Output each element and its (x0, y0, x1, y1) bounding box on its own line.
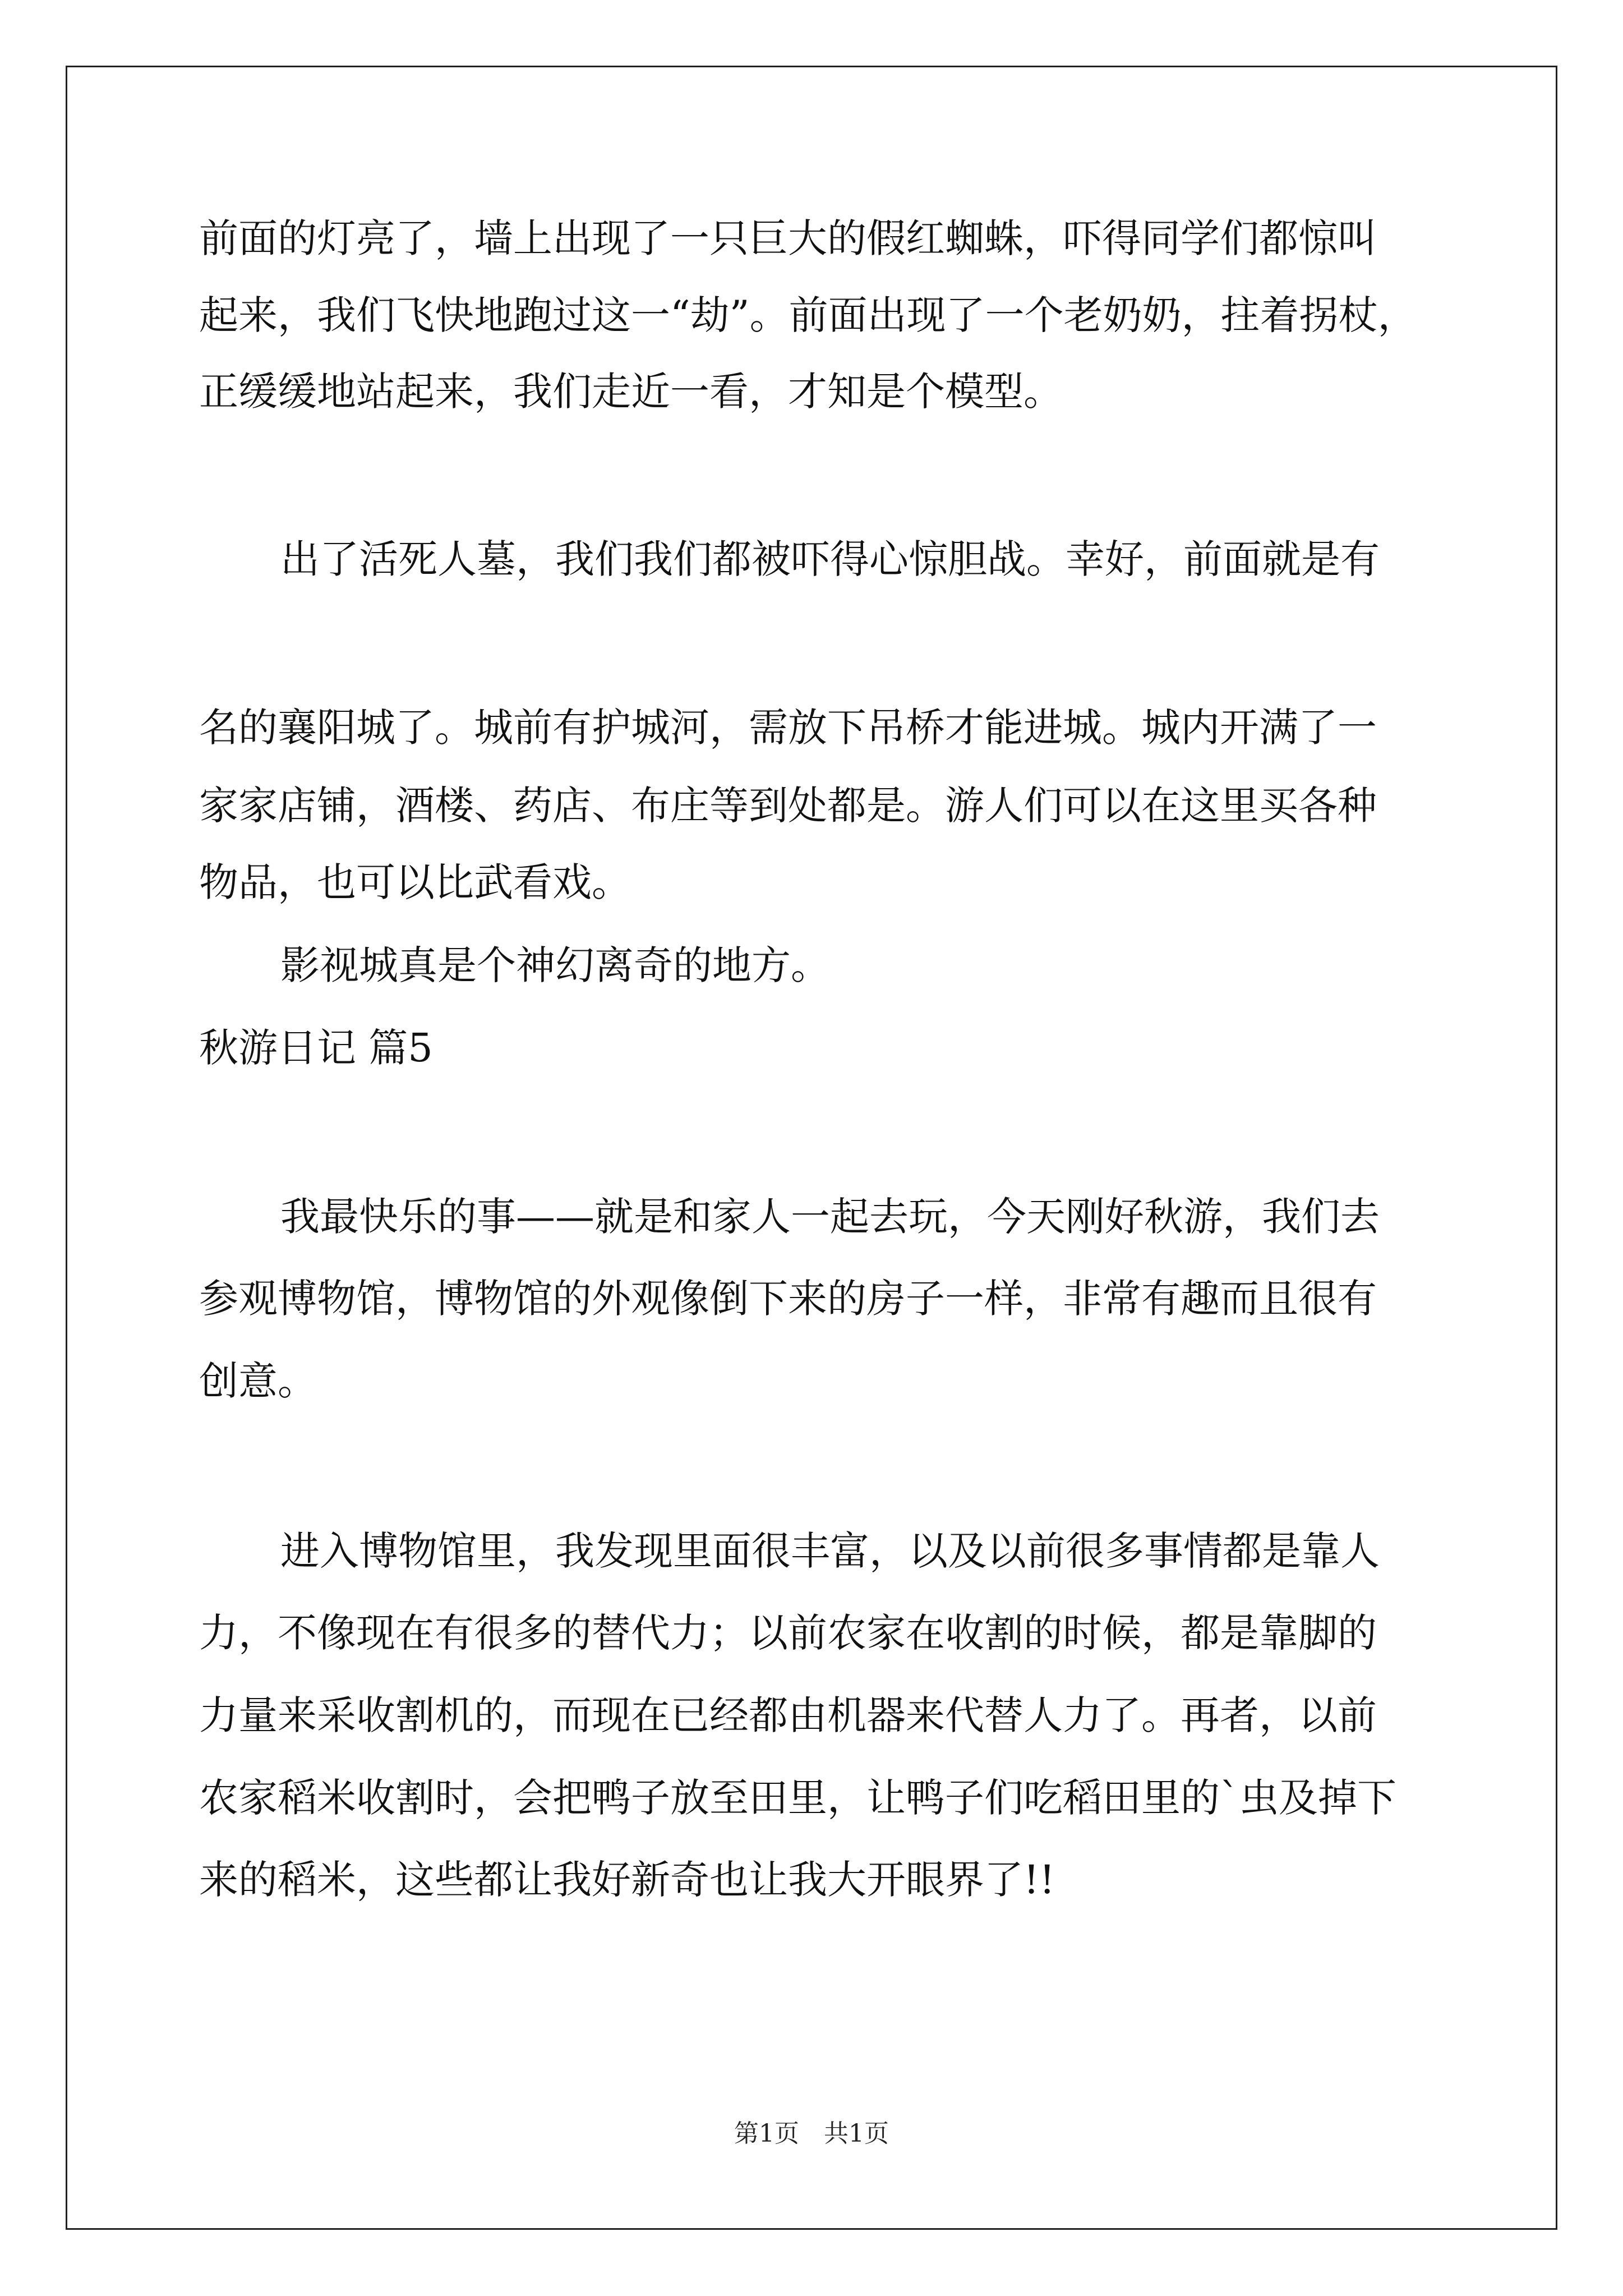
paragraph-line: 影视城真是个神幻离奇的地方。 (280, 942, 830, 988)
paragraph-line: 前面的灯亮了，墙上出现了一只巨大的假红蜘蛛，吓得同学们都惊叫 (199, 215, 1377, 261)
paragraph-line: 正缓缓地站起来，我们走近一看，才知是个模型。 (199, 369, 1063, 415)
paragraph-line: 家家店铺，酒楼、药店、布庄等到处都是。游人们可以在这里买各种 (199, 783, 1377, 829)
paragraph-line: 来的稻米，这些都让我好新奇也让我大开眼界了!! (199, 1857, 1055, 1903)
paragraph-line: 起来，我们飞快地跑过这一“劫”。前面出现了一个老奶奶，拄着拐杖， (199, 292, 1417, 338)
paragraph-line: 创意。 (199, 1358, 317, 1404)
paragraph-line: 参观博物馆，博物馆的外观像倒下来的房子一样，非常有趣而且很有 (199, 1276, 1377, 1322)
paragraph-line: 我最快乐的事——就是和家人一起去玩，今天刚好秋游，我们去 (280, 1194, 1380, 1240)
section-heading: 秋游日记 篇5 (199, 1025, 433, 1071)
paragraph-line: 物品，也可以比武看戏。 (199, 859, 631, 905)
paragraph-line: 进入博物馆里，我发现里面很丰富，以及以前很多事情都是靠人 (280, 1528, 1380, 1574)
paragraph-line: 名的襄阳城了。城前有护城河，需放下吊桥才能进城。城内开满了一 (199, 705, 1377, 751)
page-footer: 第1页 共1页 (734, 2119, 889, 2148)
paragraph-line: 力量来采收割机的，而现在已经都由机器来代替人力了。再者，以前 (199, 1692, 1377, 1738)
paragraph-line: 力，不像现在有很多的替代力；以前农家在收割的时候，都是靠脚的 (199, 1610, 1377, 1656)
paragraph-line: 出了活死人墓，我们我们都被吓得心惊胆战。幸好，前面就是有 (280, 536, 1380, 582)
paragraph-line: 农家稻米收割时，会把鸭子放至田里，让鸭子们吃稻田里的`虫及掉下 (199, 1775, 1396, 1821)
